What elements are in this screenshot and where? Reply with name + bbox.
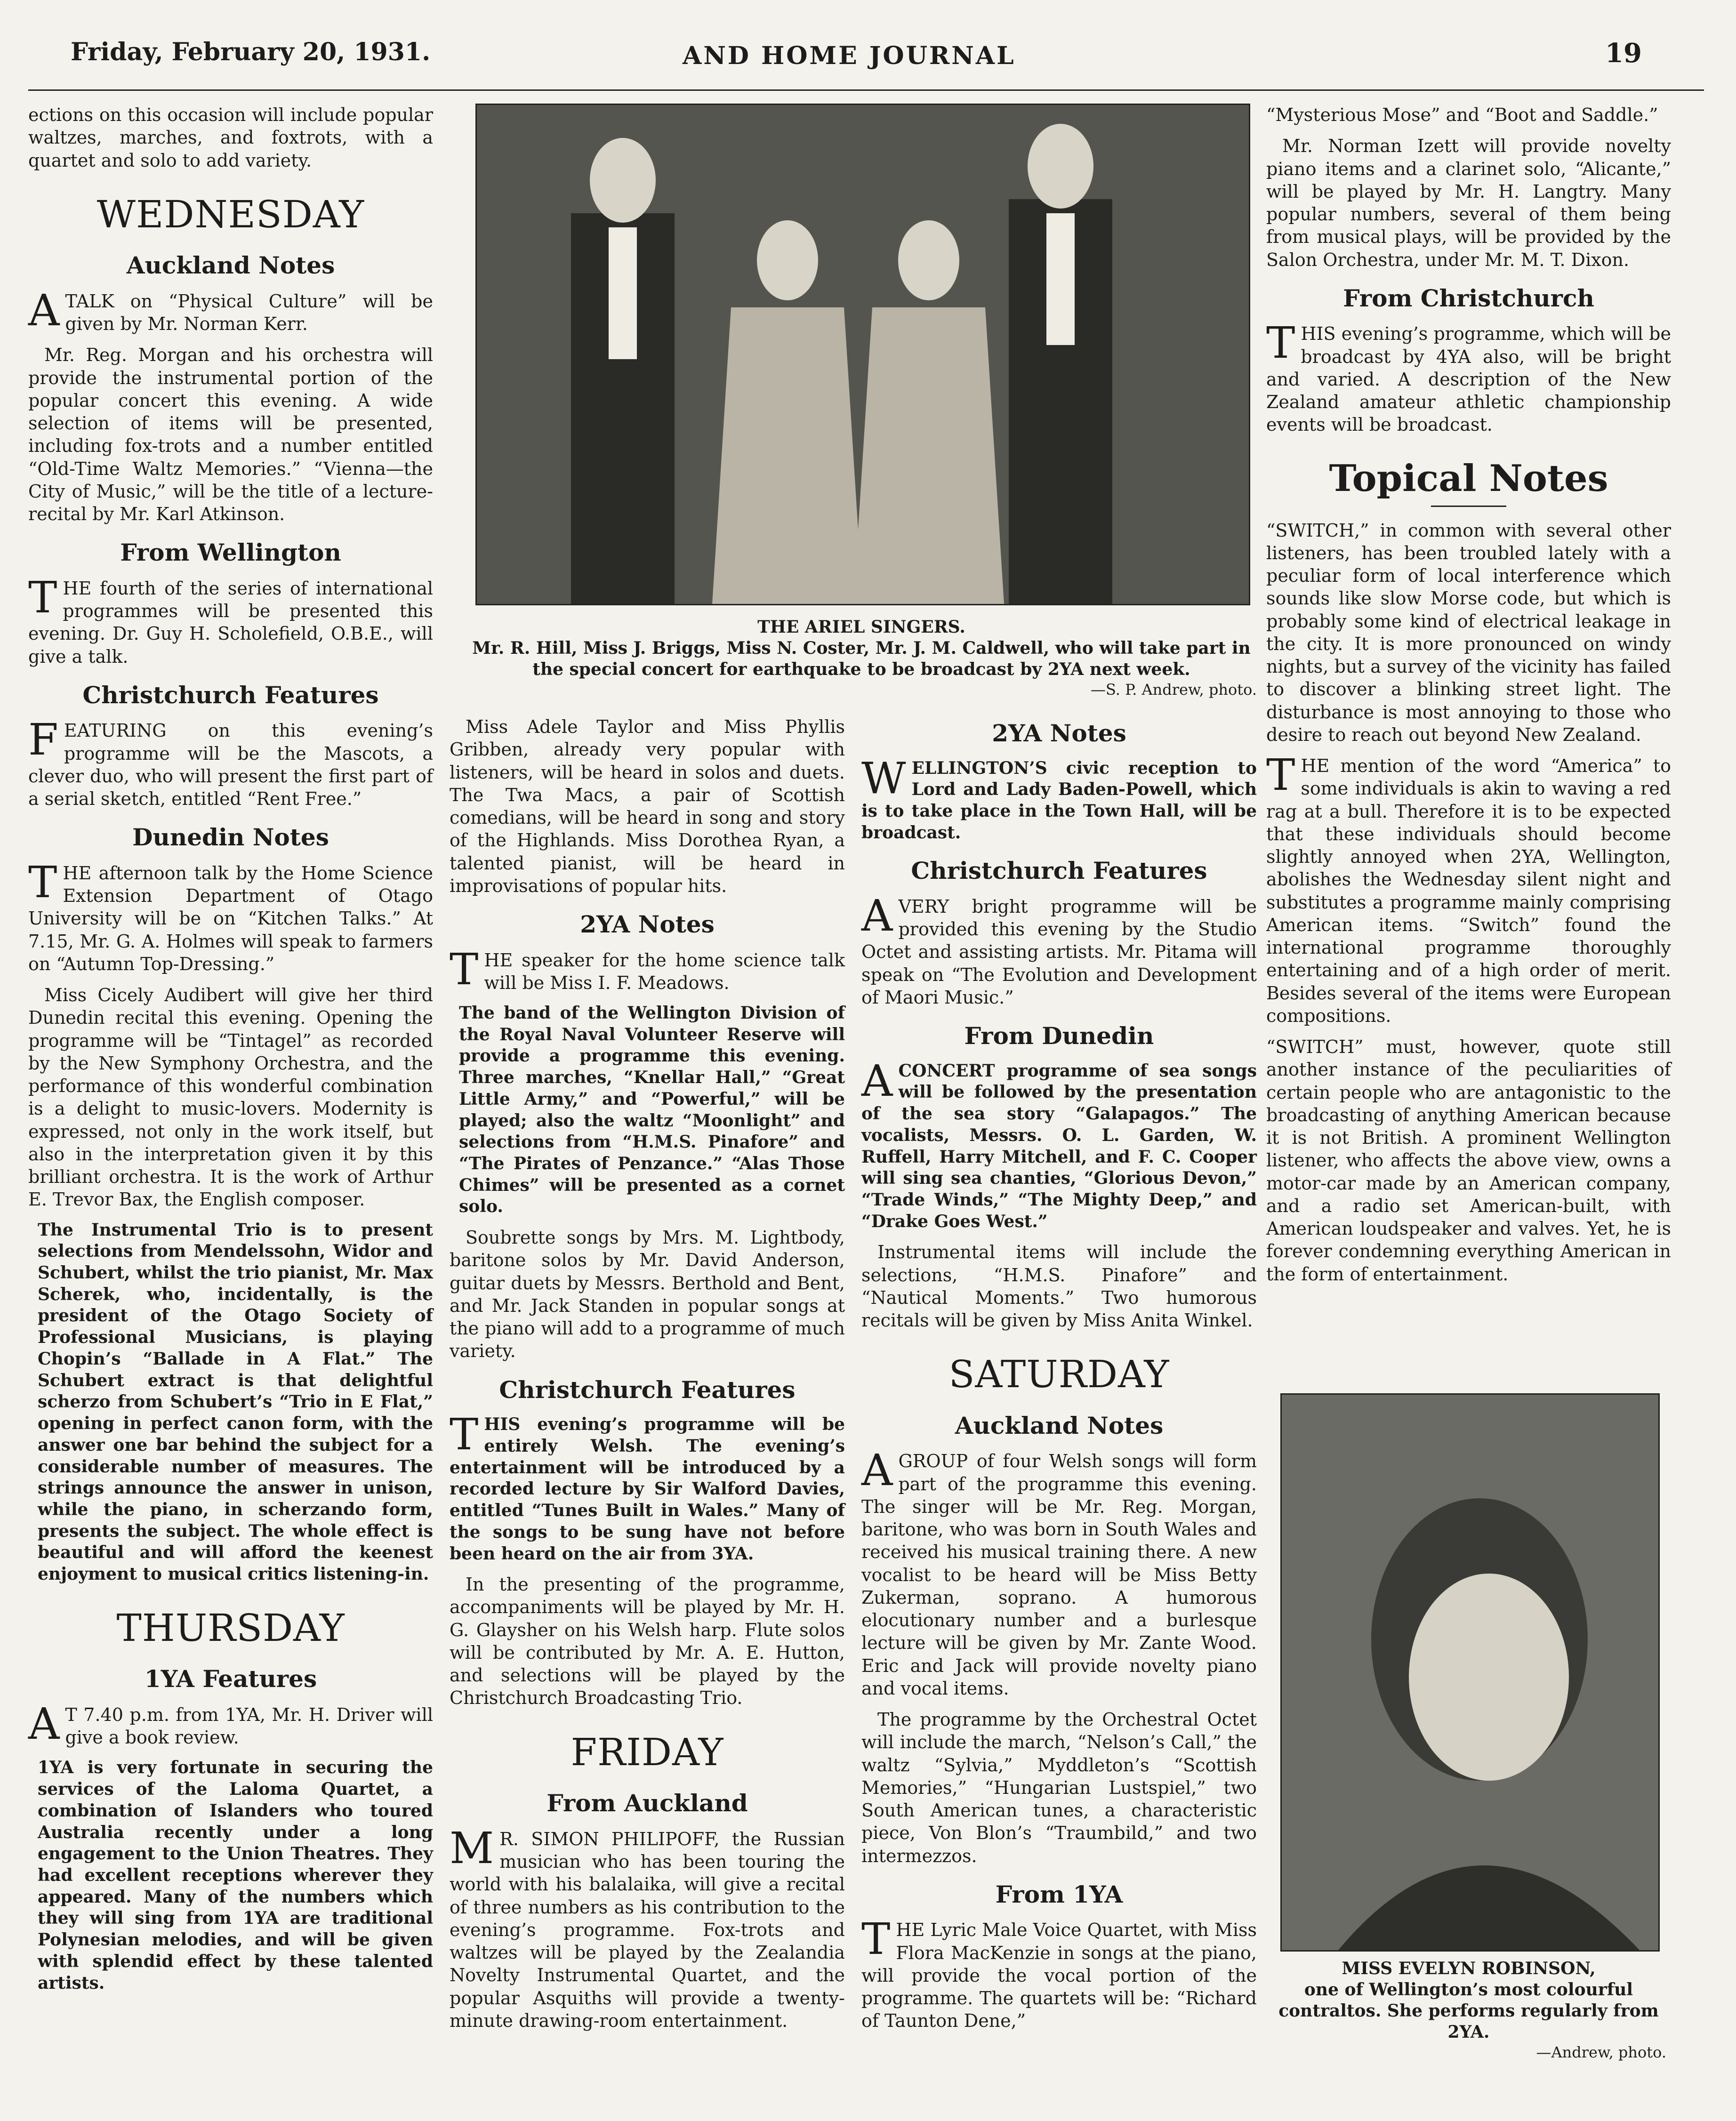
issue-date: Friday, February 20, 1931. [71,38,431,66]
section-heading: Christchurch Features [82,681,379,709]
article-paragraph-bold: A CONCERT programme of sea songs will be followed by the presentation of the sea story “Galapagos.” The vocalists, Messrs. O. L. Garden, W. Ruffell, Harry Mitchell, and F. C. Cooper will sing sea chanties, “Glorious Devon,” “Trade Winds,” “The Mighty Deep,” and “Drake Goes West.” [861,1055,1257,1231]
section-heading: From Wellington [120,538,341,567]
evelyn-robinson-photo [1280,1393,1660,1952]
section-heading: From Dunedin [964,1022,1154,1050]
drop-cap: A [861,1445,893,1496]
article-paragraph: Miss Adele Taylor and Miss Phyllis Gribben, already very popular with listeners, will be heard in solos and duets. The Twa Macs, a pair of Scottish comedians, will be heard in song and story of the Highlands. Miss Dorothea Ryan, a talented pianist, will be heard in improvisations of popular hits. [450,716,845,896]
day-heading-thursday: THURSDAY [116,1606,345,1650]
column-4 [1266,104,1671,1294]
page-number: 19 [1605,38,1642,69]
evelyn-robinson-caption [1271,1958,1666,2062]
day-heading-wednesday: WEDNESDAY [96,192,365,236]
article-paragraph: Soubrette songs by Mrs. M. Lightbody, baritone solos by Mr. David Anderson, guitar duets by Messrs. Berthold and Bent, and Mr. Jack Standen in popular songs at the piano will add to a programme of much variety. [450,1227,845,1362]
article-paragraph: THE fourth of the series of international programmes will be presented this evening. Dr. Guy H. Scholefield, O.B.E., will give a talk. [28,572,433,667]
article-paragraph: Instrumental items will include the selections, “H.M.S. Pinafore” and “Nautical Moments.” Two humorous recitals will be given by Miss Anita Winkel. [861,1242,1257,1331]
drop-cap: T [28,857,57,908]
photo-title: MISS EVELYN ROBINSON, [1342,1959,1596,1978]
drop-cap: M [450,1823,494,1873]
section-heading: Christchurch Features [911,857,1207,885]
column-1 [28,104,433,2002]
drop-cap: T [450,1409,479,1460]
section-heading: Auckland Notes [126,251,335,280]
article-paragraph: “Mysterious Mose” and “Boot and Saddle.” [1266,104,1658,125]
article-paragraph-bold: The Instrumental Trio is to present selections from Mendelssohn, Widor and Schubert, whilst the trio pianist, Mr. Max Scherek, who, incidentally, is the president of the Otago Society of Professional Musicians, is playing Chopin’s “Ballade in A Flat.” The Schubert extract is that delightful scherzo from Schubert’s “Trio in E Flat,” opening in perfect canon form, with the answer one bar behind the subject for a considerable number of measures. The strings announce the answer in unison, while the piano, in scherzando form, presents the subject. The whole effect is beautiful and will afford the keenest enjoyment to musical critics listening-in. [38,1220,433,1584]
article-paragraph-bold: 1YA is very fortunate in securing the services of the Laloma Quartet, a combination of Islanders who toured Australia recently under a long engagement to the Union Theatres. They had excellent receptions wherever they appeared. Many of the numbers which they will sing from 1YA are traditional Polynesian melodies, and will be given with splendid effect by these talented artists. [38,1758,433,1993]
day-heading-saturday: SATURDAY [948,1352,1170,1397]
article-paragraph: In the presenting of the programme, accompaniments will be played by Mr. H. G. Glaysher on his Welsh harp. Flute solos will be contributed by Mr. A. E. Hutton, and selections will be played by the Christchurch Broadcasting Trio. [450,1574,845,1709]
photo-credit: —Andrew, photo. [1536,2043,1666,2061]
section-heading: Dunedin Notes [132,823,329,852]
section-heading: From Auckland [547,1789,748,1817]
section-heading: 2YA Notes [992,719,1126,747]
article-paragraph: FEATURING on this evening’s programme will be the Mascots, a clever duo, who will present the first part of a serial sketch, entitled “Rent Free.” [28,715,433,810]
journal-title: AND HOME JOURNAL [683,41,1016,70]
drop-cap: T [861,1914,891,1965]
article-paragraph: “SWITCH” must, however, quote still another instance of the peculiarities of certain people who are antagonistic to the broadcasting of anything American because it is not British. A prominent Wellington listener, who affects the above view, owns a motor-car made by an American company, and a radio set American-built, with American loudspeaker and valves. Yet, he is forever condemning everything American in the form of entertainment. [1266,1036,1671,1285]
topical-notes-heading: Topical Notes [1329,457,1608,500]
section-heading: From Christchurch [1343,284,1594,312]
drop-cap: A [861,1055,893,1106]
photo-caption: Mr. R. Hill, Miss J. Briggs, Miss N. Coster, Mr. J. M. Caldwell, who will take part in the special concert for earthquake to be broadcast by 2YA next week. [472,638,1251,679]
drop-cap: A [28,1698,60,1749]
section-heading: 2YA Notes [580,910,715,938]
article-paragraph-bold: WELLINGTON’S civic reception to Lord and Lady Baden-Powell, which is to take place in the Town Hall, will be broadcast. [861,753,1257,843]
article-paragraph: THE mention of the word “America” to some individuals is akin to waving a red rag at a bull. Therefore it is to be expected that these individuals should become slightly annoyed when 2YA, Wellington, abolishes the Wednesday silent night and substitutes a programme mainly comprising American items. “Switch” found the international programme thoroughly entertaining and of a high order of merit. Besides several of the items were European compositions. [1266,750,1671,1026]
heading-rule [1431,506,1506,507]
article-paragraph: A TALK on “Physical Culture” will be given by Mr. Norman Kerr. [28,285,433,336]
section-heading: Christchurch Features [499,1375,796,1404]
ariel-singers-photo [475,104,1250,605]
article-paragraph: Mr. Norman Izett will provide novelty piano items and a clarinet solo, “Alicante,” will be played by Mr. H. Langtry. Many popular numbers, several of them being from musical plays, will be provided by the Salon Orchestra, under Mr. M. T. Dixon. [1266,136,1671,270]
page-header [71,38,1671,85]
article-paragraph: A T 7.40 p.m. from 1YA, Mr. H. Driver will give a book review. [28,1698,433,1749]
section-heading: From 1YA [995,1880,1123,1908]
article-paragraph-bold: THIS evening’s programme will be entirely Welsh. The evening’s entertainment will be introduced by a recorded lecture by Sir Walford Davies, entitled “Tunes Built in Wales.” Many of the songs to be sung have not before been heard on the air from 3YA. [450,1409,845,1564]
article-paragraph: M R. SIMON PHILIPOFF, the Russian musician who has been touring the world with his balalaika, will give a recital of three numbers as his contribution to the evening’s programme. Fox-trots and waltzes will be played by the Zealandia Novelty Instrumental Quartet, and the popular Asquiths will provide a twenty-minute drawing-room entertainment. [450,1823,845,2031]
article-paragraph: A VERY bright programme will be provided this evening by the Studio Octet and assisting artists. Mr. Pitama will speak on “The Evolution and Development of Maori Music.” [861,890,1257,1008]
ariel-singers-caption [466,617,1257,699]
drop-cap: T [28,572,57,623]
drop-cap: T [1266,750,1295,801]
article-paragraph: THE afternoon talk by the Home Science Extension Department of Otago University will be on “Kitchen Talks.” At 7.15, Mr. G. A. Holmes will speak to farmers on “Autumn Top-Dressing.” [28,857,433,974]
article-paragraph: Mr. Reg. Morgan and his orchestra will provide the instrumental portion of the popular concert this evening. A wide selection of items will be presented, including fox-trots and a number entitled “Old-Time Waltz Memories.” “Vienna—the City of Music,” will be the title of a lecture-recital by Mr. Karl Atkinson. [28,345,433,525]
article-paragraph: A GROUP of four Welsh songs will form part of the programme this evening. The singer will be Mr. Reg. Morgan, baritone, who was born in South Wales and received his musical training there. A new vocalist to be heard will be Miss Betty Zukerman, soprano. A humorous elocutionary number and a burlesque lecture will be given by Mr. Zante Wood. Eric and Jack will provide novelty piano and vocal items. [861,1445,1257,1699]
drop-cap: T [450,944,479,995]
intro-text: ections on this occasion will include popular waltzes, marches, and foxtrots, with a quartet and solo to add variety. [28,104,433,171]
column-3 [861,706,1257,2041]
photo-title: THE ARIEL SINGERS. [757,617,965,637]
drop-cap: A [861,890,893,941]
day-heading-friday: FRIDAY [571,1730,724,1774]
article-paragraph: “SWITCH,” in common with several other listeners, has been troubled lately with a peculiar form of local interference which sounds like slow Morse code, but which is probably some kind of electrical leakage in the city. It is more pronounced on windy nights, but a survey of the vicinity has failed to discover a blinking street light. The disturbance is most annoying to those who desire to reach out beyond New Zealand. [1266,520,1671,745]
header-rule [28,89,1704,91]
article-paragraph: THE Lyric Male Voice Quartet, with Miss Flora MacKenzie in songs at the piano, will provide the vocal portion of the programme. The quartets will be: “Richard of Taunton Dene,” [861,1914,1257,2032]
article-paragraph-bold: The band of the Wellington Division of the Royal Naval Volunteer Reserve will provide a programme this evening. Three marches, “Knellar Hall,” “Great Little Army,” and “Powerful,” will be played; also the waltz “Moonlight” and selections from “H.M.S. Pinafore” and “The Pirates of Penzance.” “Alas Those Chimes” will be presented as a cornet solo. [459,1003,845,1217]
article-paragraph: The programme by the Orchestral Octet will include the march, “Nelson’s Call,” the waltz “Sylvia,” Myddleton’s “Scottish Memories,” “Hungarian Lustspiel,” two South American tunes, a characteristic piece, Von Blon’s “Traumbild,” and two intermezzos. [861,1709,1257,1866]
photo-caption: one of Wellington’s most colourful contraltos. She performs regularly from 2YA. [1278,1980,1659,2042]
section-heading: 1YA Features [144,1665,317,1693]
drop-cap: F [28,715,58,765]
article-paragraph: Miss Cicely Audibert will give her third Dunedin recital this evening. Opening the programme will be “Tintagel” as recorded by the New Symphony Orchestra, and the performance of this wonderful combination is a delight to music-lovers. Modernity is expressed, not only in the work itself, but also in the interpretation given it by this brilliant orchestra. It is the work of Arthur E. Trevor Bax, the English composer. [28,985,433,1210]
drop-cap: W [861,753,906,803]
drop-cap: A [28,285,60,336]
photo-credit: —S. P. Andrew, photo. [1091,681,1257,699]
column-2 [450,715,845,2041]
article-paragraph: THE speaker for the home science talk will be Miss I. F. Meadows. [450,944,845,995]
article-paragraph: THIS evening’s programme, which will be broadcast by 4YA also, will be bright and varied. A description of the New Zealand amateur athletic championship events will be broadcast. [1266,318,1671,435]
section-heading: Auckland Notes [955,1411,1164,1439]
drop-cap: T [1266,318,1295,369]
